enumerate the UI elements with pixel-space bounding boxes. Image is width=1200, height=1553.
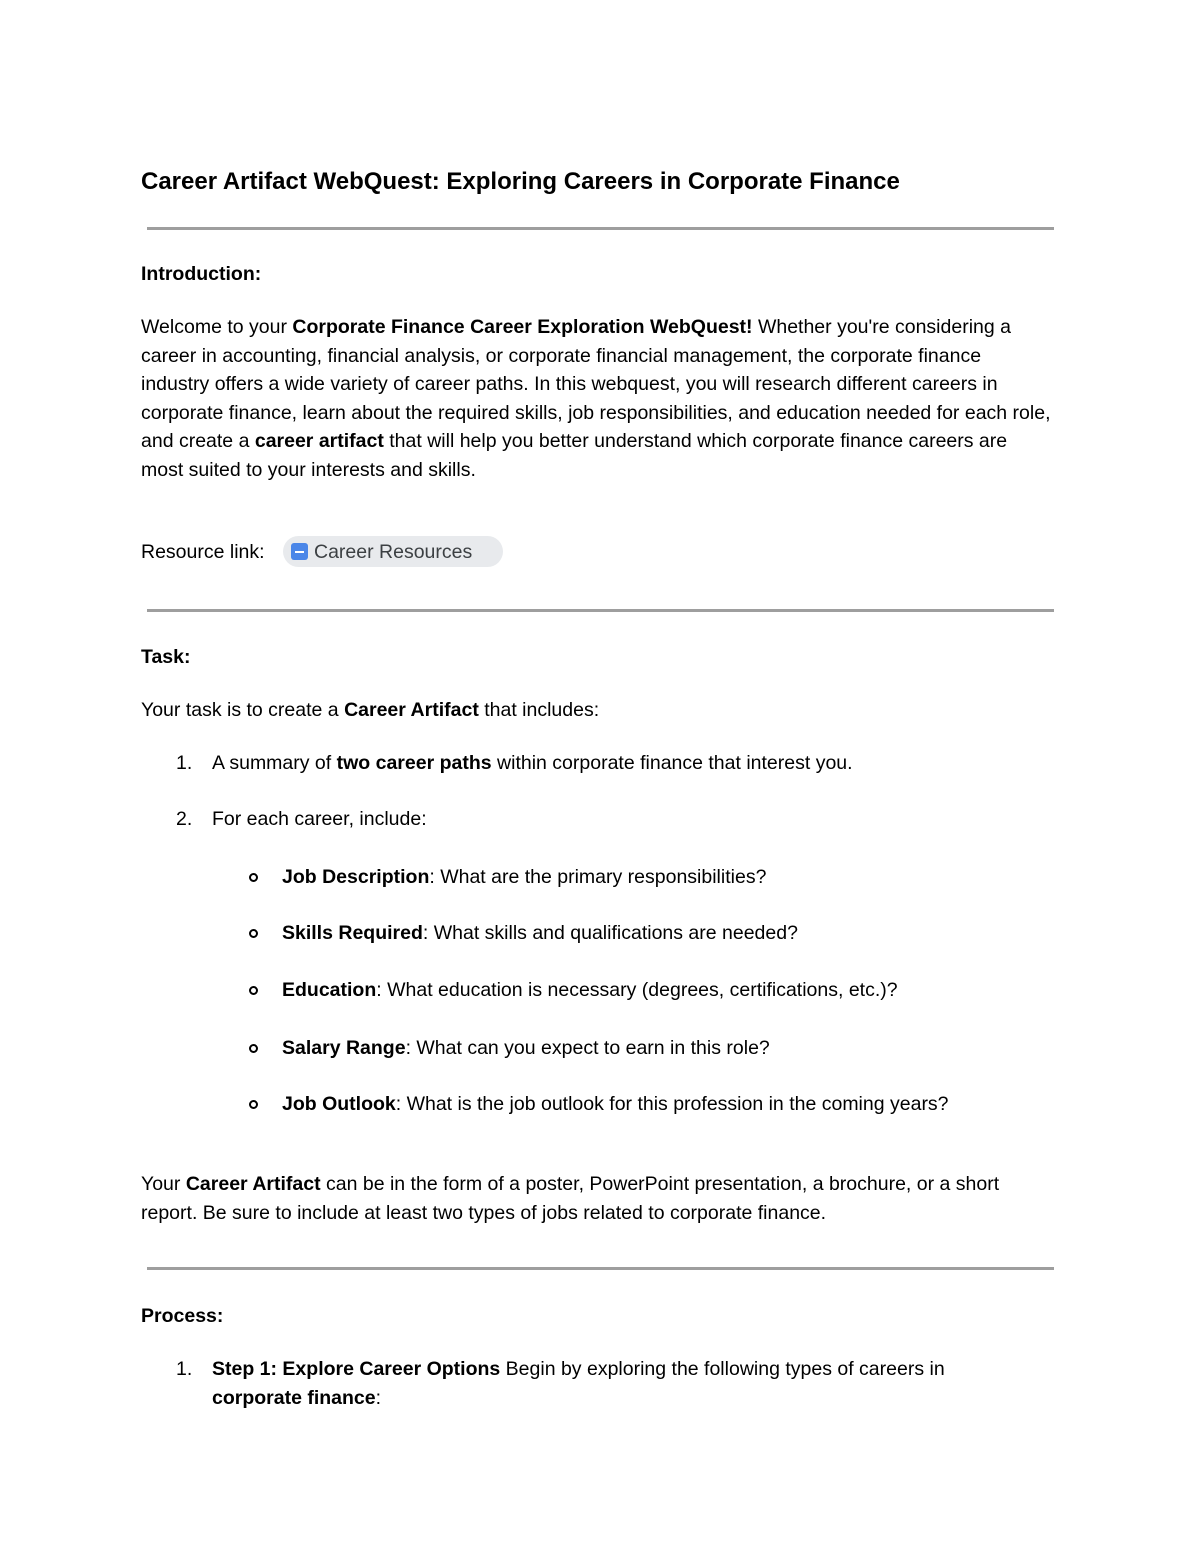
list-number: 2.: [176, 808, 193, 830]
sub-item-job-description: Job Description: What are the primary responsibilities?: [282, 866, 767, 888]
task-item-summary: A summary of two career paths within corporate finance that interest you.: [212, 752, 853, 774]
bullet-icon: [249, 873, 258, 882]
bullet-icon: [249, 1044, 258, 1053]
career-resources-link-chip[interactable]: [283, 536, 503, 567]
bullet-icon: [249, 1100, 258, 1109]
bullet-icon: [249, 929, 258, 938]
task-intro: Your task is to create a Career Artifact that includes:: [141, 699, 600, 721]
sub-item-job-outlook: Job Outlook: What is the job outlook for this profession in the coming years?: [282, 1093, 949, 1115]
introduction-paragraph: Welcome to your Corporate Finance Career Exploration WebQuest! Whether you're considering a career in accounting, financial analysis, or corporate financial management, the corporate finance industry offers a wide variety of career paths. In this webquest, you will research different careers in corporate finance, learn about the required skills, job responsibilities, and education needed for each role, and create a career artifact that will help you better understand which corporate finance careers are most suited to your interests and skills.: [141, 316, 1051, 481]
career-resources-link-label: Career Resources: [314, 541, 473, 563]
task-heading: Task:: [141, 646, 191, 668]
horizontal-divider: [147, 609, 1054, 612]
horizontal-divider: [147, 1267, 1054, 1270]
resource-link-label: Resource link:: [141, 541, 265, 563]
introduction-heading: Introduction:: [141, 263, 262, 285]
sub-item-skills-required: Skills Required: What skills and qualifications are needed?: [282, 922, 798, 944]
task-closing-paragraph: Your Career Artifact can be in the form of a poster, PowerPoint presentation, a brochure, or a short report. Be sure to include at least two types of jobs related to corporate finance.: [141, 1173, 1000, 1224]
document-title: Career Artifact WebQuest: Exploring Careers in Corporate Finance: [141, 168, 900, 195]
list-number: 1.: [176, 1358, 193, 1380]
sub-item-education: Education: What education is necessary (degrees, certifications, etc.)?: [282, 979, 898, 1001]
document-icon: [291, 543, 308, 560]
horizontal-divider: [147, 227, 1054, 230]
process-heading: Process:: [141, 1305, 224, 1327]
list-number: 1.: [176, 752, 193, 774]
bullet-icon: [249, 986, 258, 995]
task-item-each-career: For each career, include:: [212, 808, 427, 830]
process-step-1-continued: corporate finance:: [212, 1387, 382, 1409]
sub-item-salary-range: Salary Range: What can you expect to earn in this role?: [282, 1037, 770, 1059]
process-step-1: Step 1: Explore Career Options Begin by exploring the following types of careers in: [212, 1358, 945, 1380]
